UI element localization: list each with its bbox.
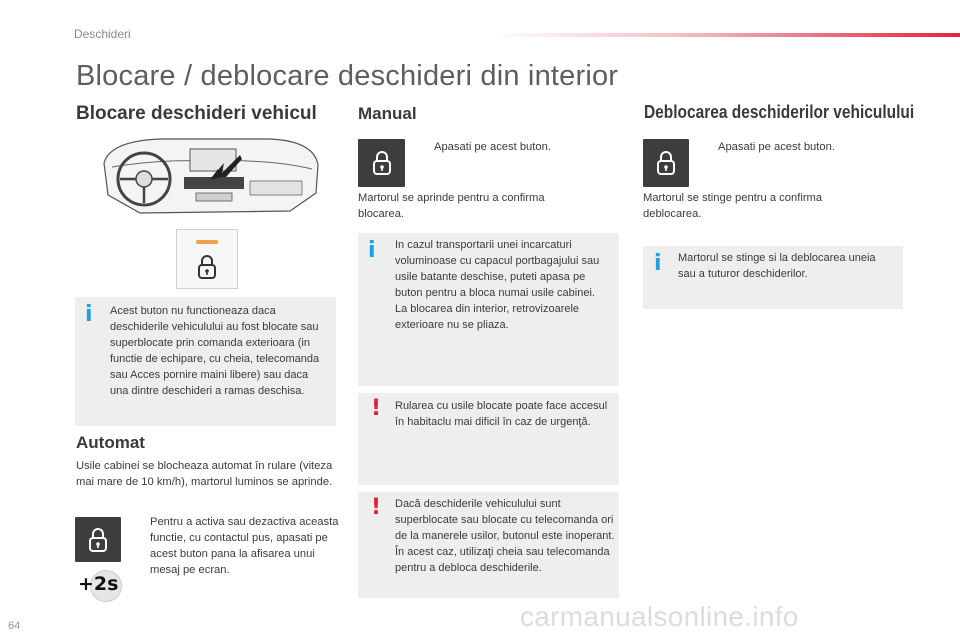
lock-button-dark xyxy=(358,139,405,187)
manual-step: Apasati pe acest buton. xyxy=(434,141,551,153)
info-icon: i xyxy=(85,302,93,327)
warning-icon: ! xyxy=(371,495,382,520)
page-title: Blocare / deblocare deschideri din interior xyxy=(76,60,619,92)
info-text: In cazul transportarii unei incarcaturi voluminoase cu capacul portbagajului sau usile batante deschise, puteti apasa pe buton pentru a bloca numai usile cabinei. La blocarea din interior, retrovizoarele exterioare nu se pliaza. xyxy=(395,239,600,331)
indicator-light xyxy=(196,240,218,244)
lock-icon xyxy=(372,150,392,176)
warning-text: Rularea cu usile blocate poate face accesul în habitaclu mai dificil în caz de urgenţă. xyxy=(395,400,608,428)
warning-box-superlock xyxy=(358,492,619,598)
warning-box-emergency xyxy=(358,393,619,485)
hold-2s-badge: +2s xyxy=(78,570,118,602)
warning-text: Dacă deschiderile vehiculului sunt superblocate sau blocate cu telecomanda ori de la manerele usilor, butonul este inoperant. În acest caz, utilizaţi cheia sau telecomanda pentru a debloca deschiderile. xyxy=(395,498,615,574)
info-box-unlock xyxy=(643,246,903,309)
unlock-confirm: Martorul se stinge pentru a confirma deblocarea. xyxy=(643,192,823,220)
manual-confirm: Martorul se aprinde pentru a confirma blocarea. xyxy=(358,192,545,220)
info-icon: i xyxy=(368,238,376,263)
automatic-step: Pentru a activa sau dezactiva aceasta functie, cu contactul pus, apasati pe acest buton pana la afisarea unui mesaj pe ecran. xyxy=(150,516,339,576)
lock-button-dark xyxy=(643,139,689,187)
heading-manual: Manual xyxy=(358,104,417,123)
heading-automatic: Automat xyxy=(76,433,145,452)
watermark: carmanualsonline.info xyxy=(520,601,799,632)
automatic-text: Usile cabinei se blocheaza automat în rulare (viteza mai mare de 10 km/h), martorul luminos se aprinde. xyxy=(76,460,333,488)
lock-button-illustration xyxy=(176,229,238,289)
lock-icon xyxy=(196,254,218,280)
heading-unlock: Deblocarea deschiderilor vehiculului xyxy=(644,102,915,122)
heading-lock-vehicle: Blocare deschideri vehicul xyxy=(76,103,317,124)
lock-icon xyxy=(656,150,676,176)
lock-icon xyxy=(88,527,108,553)
warning-icon: ! xyxy=(371,396,382,421)
info-text: Acest buton nu functioneaza daca deschiderile vehiculului au fost blocate sau superblocate prin comanda exterioara (in functie de echipare, cu cheia, telecomanda sau Acces pornire maini libere) sau daca una dintre deschideri a ramas deschisa. xyxy=(110,305,320,397)
info-icon: i xyxy=(654,251,662,276)
lock-button-dark xyxy=(75,517,121,562)
header-rule xyxy=(490,33,960,37)
info-box-button-inoperative xyxy=(75,297,336,426)
page-number: 64 xyxy=(8,620,21,632)
unlock-step: Apasati pe acest buton. xyxy=(718,141,835,153)
dashboard-illustration xyxy=(100,133,322,223)
section-header: Deschideri xyxy=(74,27,131,41)
info-box-load xyxy=(358,233,619,386)
info-text: Martorul se stinge si la deblocarea uneia sau a tuturor deschiderilor. xyxy=(678,252,876,280)
